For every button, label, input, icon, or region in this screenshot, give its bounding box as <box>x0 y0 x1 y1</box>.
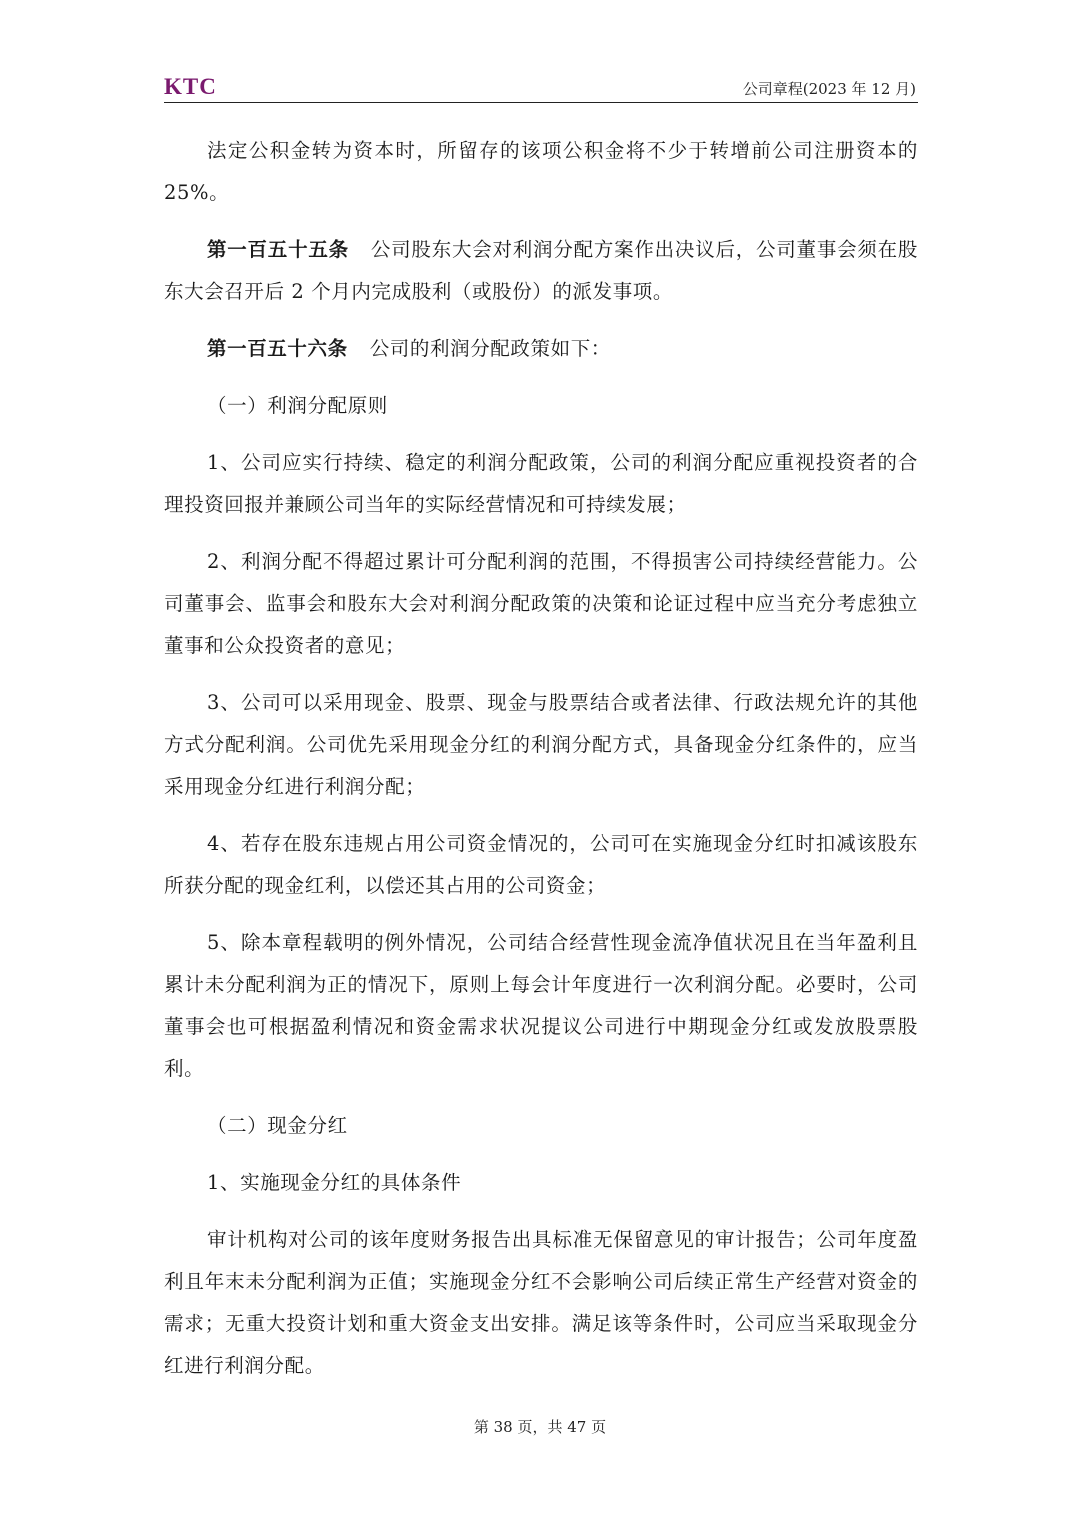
paragraph-text: 1、实施现金分红的具体条件 <box>207 1171 462 1194</box>
page-header <box>164 72 918 103</box>
paragraph-text: 5、除本章程载明的例外情况，公司结合经营性现金流净值状况且在当年盈利且累计未分配利润为正的情况下，原则上每会计年度进行一次利润分配。必要时，公司董事会也可根据盈利情况和资金需求状况提议公司进行中期现金分红或发放股票股利。 <box>164 931 918 1080</box>
page-number: 第 38 页，共 47 页 <box>473 1418 607 1436</box>
article-number: 第一百五十六条 <box>207 337 348 360</box>
document-title: 公司章程(2023 年 12 月) <box>742 80 916 98</box>
body-text <box>164 130 918 1402</box>
paragraph <box>164 541 918 667</box>
paragraph-text: （一）利润分配原则 <box>207 394 388 417</box>
paragraph-text: 3、公司可以采用现金、股票、现金与股票结合或者法律、行政法规允许的其他方式分配利润。公司优先采用现金分红的利润分配方式，具备现金分红条件的，应当采用现金分红进行利润分配； <box>164 691 918 798</box>
paragraph-text: 2、利润分配不得超过累计可分配利润的范围，不得损害公司持续经营能力。公司董事会、监事会和股东大会对利润分配政策的决策和论证过程中应当充分考虑独立董事和公众投资者的意见； <box>164 550 918 657</box>
paragraph <box>164 922 918 1090</box>
article-number: 第一百五十五条 <box>207 238 349 261</box>
paragraph <box>164 130 918 214</box>
paragraph <box>164 1219 918 1387</box>
paragraph-text: 1、公司应实行持续、稳定的利润分配政策，公司的利润分配应重视投资者的合理投资回报并兼顾公司当年的实际经营情况和可持续发展； <box>164 451 918 516</box>
paragraph-text: 审计机构对公司的该年度财务报告出具标准无保留意见的审计报告；公司年度盈利且年末未分配利润为正值；实施现金分红不会影响公司后续正常生产经营对资金的需求；无重大投资计划和重大资金支出安排。满足该等条件时，公司应当采取现金分红进行利润分配。 <box>164 1228 918 1377</box>
page-footer <box>0 1416 1080 1437</box>
paragraph-text: 法定公积金转为资本时，所留存的该项公积金将不少于转增前公司注册资本的 25%。 <box>164 139 918 204</box>
paragraph-text: 公司股东大会对利润分配方案作出决议后，公司董事会须在股东大会召开后 2 个月内完成股利（或股份）的派发事项。 <box>164 238 918 303</box>
paragraph <box>164 823 918 907</box>
paragraph <box>164 1162 918 1204</box>
paragraph-text: （二）现金分红 <box>207 1114 348 1137</box>
paragraph <box>164 229 918 313</box>
paragraph <box>164 682 918 808</box>
paragraph <box>164 442 918 526</box>
paragraph <box>164 385 918 427</box>
paragraph-text: 4、若存在股东违规占用公司资金情况的，公司可在实施现金分红时扣减该股东所获分配的现金红利，以偿还其占用的公司资金； <box>164 832 918 897</box>
paragraph <box>164 1105 918 1147</box>
paragraph-text: 公司的利润分配政策如下： <box>369 337 611 360</box>
paragraph <box>164 328 918 370</box>
company-logo: KTC <box>164 74 217 99</box>
